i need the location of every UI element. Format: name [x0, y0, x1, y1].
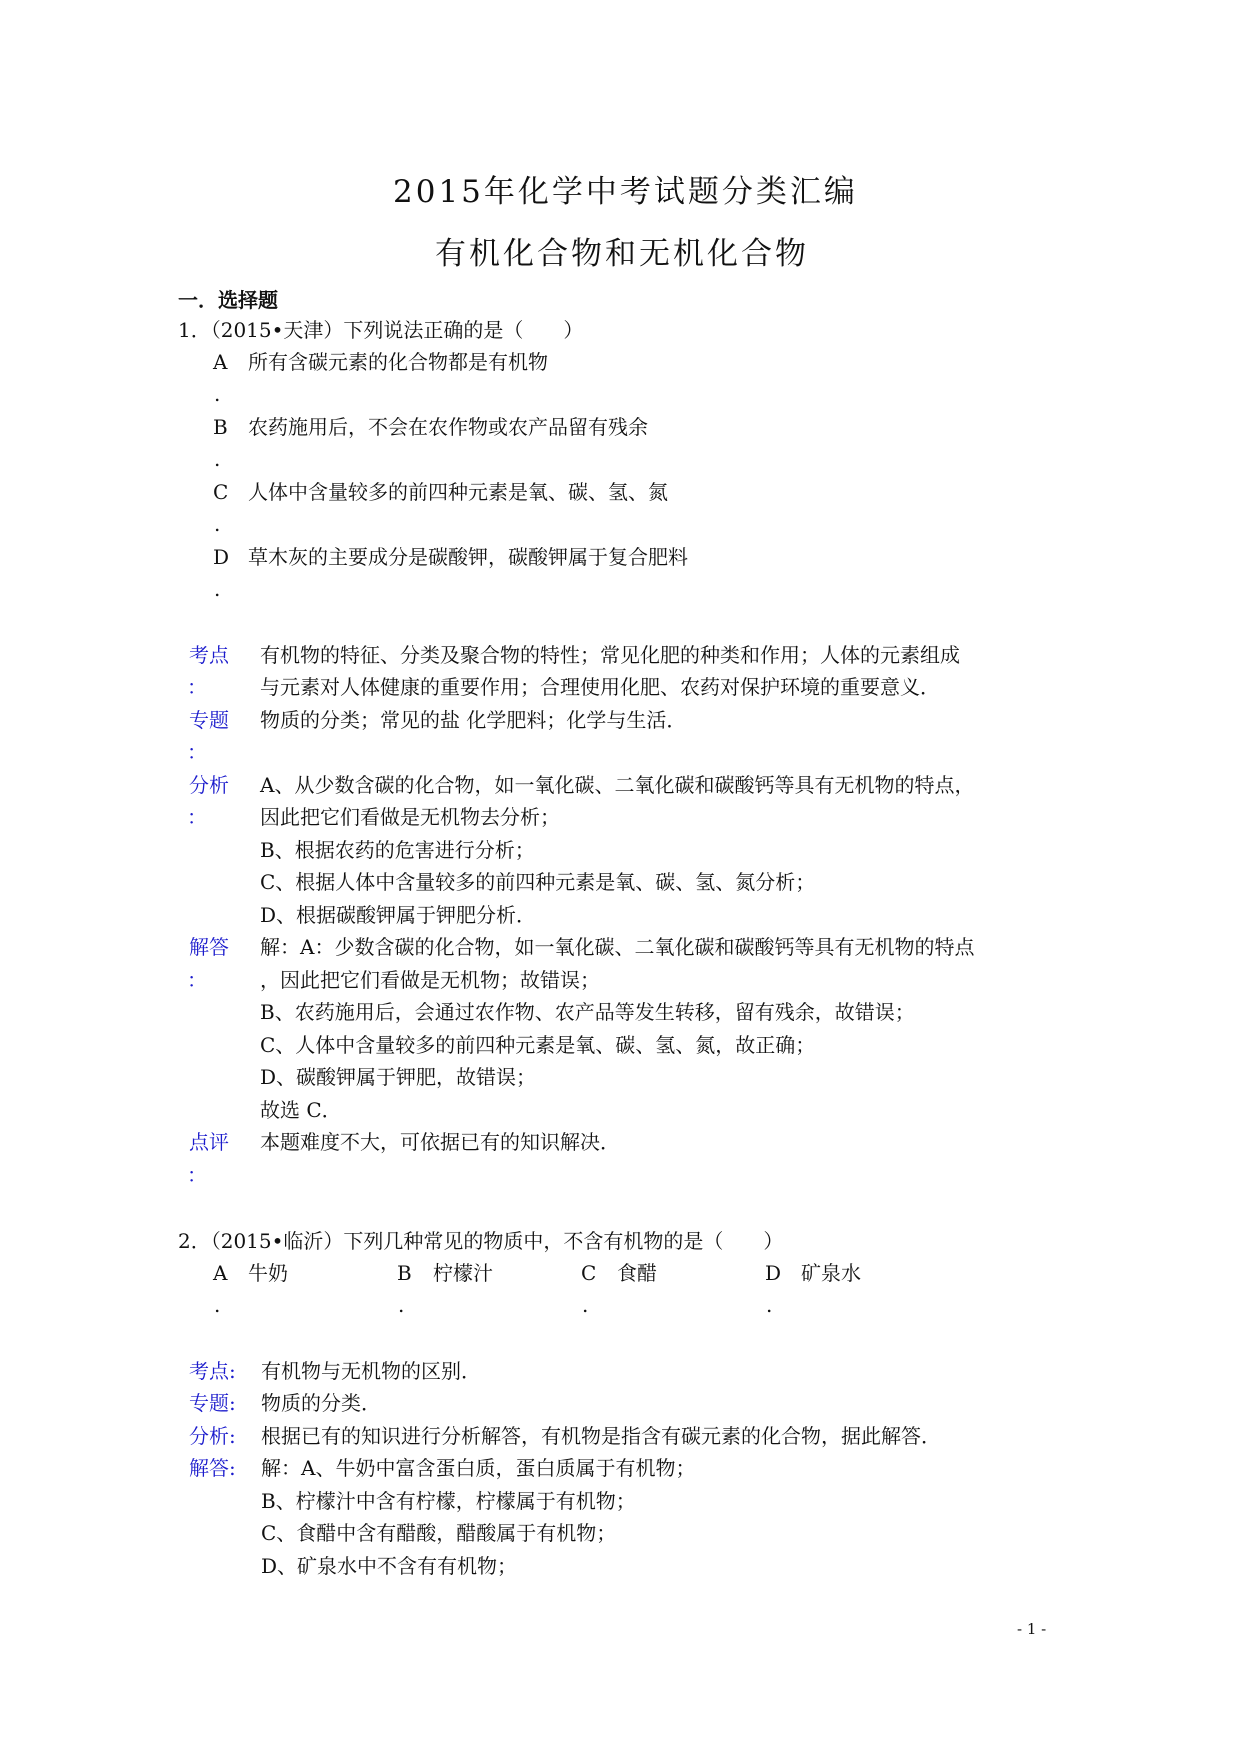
- q2-option-d-dot: .: [766, 1293, 773, 1317]
- q1-jieda-label: 解答: [189, 935, 229, 959]
- q1-option-b-dot: .: [214, 447, 221, 471]
- q1-zhuanti-colon: ：: [187, 740, 207, 764]
- q1-fenxi-line-4: C、根据人体中含量较多的前四种元素是氧、碳、氢、氮分析；: [260, 870, 816, 894]
- page-subtitle: 有机化合物和无机化合物: [435, 236, 809, 272]
- q1-option-c-letter: C: [213, 480, 229, 504]
- q2-option-c-dot: .: [582, 1293, 589, 1317]
- q1-option-a-dot: .: [214, 382, 221, 406]
- q1-dianping-line-1: 本题难度不大，可依据已有的知识解决．: [260, 1130, 620, 1154]
- q1-kaodian-label: 考点: [189, 643, 229, 667]
- q1-option-d-text: 草木灰的主要成分是碳酸钾，碳酸钾属于复合肥料: [248, 545, 688, 569]
- q1-dianping-label: 点评: [189, 1130, 229, 1154]
- q1-stem: 1．（2015•天津）下列说法正确的是（ ）: [178, 318, 584, 342]
- q1-option-c-text: 人体中含量较多的前四种元素是氧、碳、氢、氮: [248, 480, 668, 504]
- q1-kaodian-colon: ：: [187, 675, 207, 699]
- q2-fenxi-text: 根据已有的知识进行分析解答，有机物是指含有碳元素的化合物，据此解答．: [261, 1424, 941, 1448]
- q2-option-c-letter: C: [581, 1261, 597, 1285]
- q1-jieda-line-6: 故选 C．: [260, 1098, 342, 1122]
- q2-option-d-letter: D: [765, 1261, 782, 1285]
- q1-jieda-line-3: B、农药施用后，会通过农作物、农产品等发生转移，留有残余，故错误；: [260, 1000, 915, 1024]
- q1-zhuanti-line-1: 物质的分类；常见的盐 化学肥料；化学与生活．: [260, 708, 687, 732]
- q1-option-a-text: 所有含碳元素的化合物都是有机物: [248, 350, 548, 374]
- q2-jieda-line-3: C、食醋中含有醋酸，醋酸属于有机物；: [261, 1521, 617, 1545]
- q2-jieda-line-4: D、矿泉水中不含有有机物；: [261, 1554, 518, 1578]
- q1-kaodian-line-1: 有机物的特征、分类及聚合物的特性；常见化肥的种类和作用；人体的元素组成: [260, 643, 960, 667]
- q1-dianping-colon: ：: [187, 1163, 207, 1187]
- q2-option-c-text: 食醋: [617, 1261, 657, 1285]
- q1-jieda-line-4: C、人体中含量较多的前四种元素是氧、碳、氢、氮，故正确；: [260, 1033, 816, 1057]
- q1-kaodian-line-2: 与元素对人体健康的重要作用；合理使用化肥、农药对保护环境的重要意义．: [260, 675, 940, 699]
- q2-fenxi-label: 分析:: [189, 1424, 236, 1448]
- q2-zhuanti-text: 物质的分类．: [261, 1391, 381, 1415]
- q1-fenxi-colon: ：: [187, 805, 207, 829]
- q1-jieda-colon: ：: [187, 968, 207, 992]
- q1-fenxi-line-5: D、根据碳酸钾属于钾肥分析．: [260, 903, 537, 927]
- page-title: 2015年化学中考试题分类汇编: [393, 174, 858, 210]
- q2-kaodian-label: 考点:: [189, 1359, 236, 1383]
- q1-option-b-letter: B: [213, 415, 228, 439]
- q2-jieda-line-1: 解：A、牛奶中富含蛋白质，蛋白质属于有机物；: [261, 1456, 696, 1480]
- q1-fenxi-line-2: 因此把它们看做是无机物去分析；: [260, 805, 560, 829]
- q1-fenxi-line-3: B、根据农药的危害进行分析；: [260, 838, 535, 862]
- q2-option-d-text: 矿泉水: [801, 1261, 861, 1285]
- q2-kaodian-text: 有机物与无机物的区别．: [261, 1359, 481, 1383]
- q1-jieda-line-2: ，因此把它们看做是无机物；故错误；: [260, 968, 600, 992]
- q1-jieda-line-5: D、碳酸钾属于钾肥，故错误；: [260, 1065, 537, 1089]
- q2-zhuanti-label: 专题:: [189, 1391, 236, 1415]
- page-number: - 1 -: [1017, 1620, 1047, 1638]
- q1-fenxi-label: 分析: [189, 773, 229, 797]
- q1-fenxi-line-1: A、从少数含碳的化合物，如一氧化碳、二氧化碳和碳酸钙等具有无机物的特点，: [260, 773, 975, 797]
- q1-option-d-letter: D: [213, 545, 230, 569]
- q1-option-b-text: 农药施用后，不会在农作物或农产品留有残余: [248, 415, 648, 439]
- q1-option-d-dot: .: [214, 577, 221, 601]
- q2-stem: 2．（2015•临沂）下列几种常见的物质中，不含有机物的是（ ）: [178, 1229, 784, 1253]
- q2-option-b-dot: .: [398, 1293, 405, 1317]
- q2-option-b-letter: B: [397, 1261, 412, 1285]
- q2-jieda-line-2: B、柠檬汁中含有柠檬，柠檬属于有机物；: [261, 1489, 636, 1513]
- q2-option-a-text: 牛奶: [248, 1261, 288, 1285]
- q1-jieda-line-1: 解：A：少数含碳的化合物，如一氧化碳、二氧化碳和碳酸钙等具有无机物的特点: [260, 935, 975, 959]
- q2-option-a-dot: .: [214, 1293, 221, 1317]
- section-heading: 一．选择题: [178, 288, 278, 312]
- q1-zhuanti-label: 专题: [189, 708, 229, 732]
- q2-option-a-letter: A: [213, 1261, 228, 1285]
- q2-jieda-label: 解答:: [189, 1456, 236, 1480]
- q1-option-a-letter: A: [213, 350, 228, 374]
- q1-option-c-dot: .: [214, 512, 221, 536]
- q2-option-b-text: 柠檬汁: [433, 1261, 493, 1285]
